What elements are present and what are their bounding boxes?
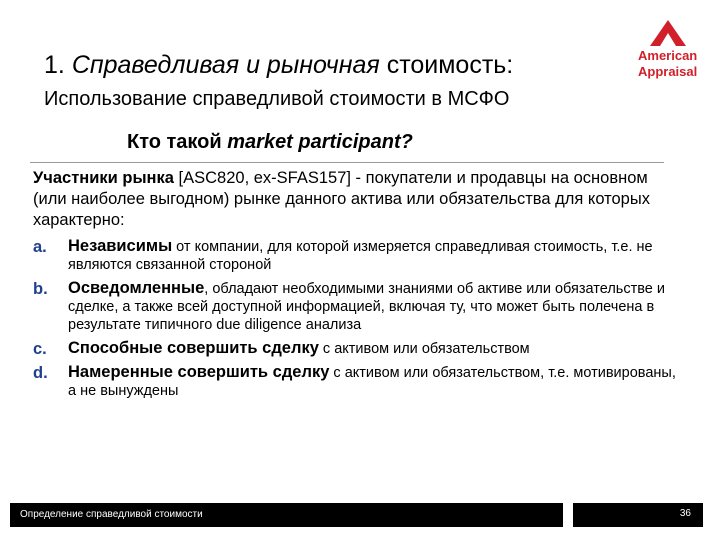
page-number: 36: [679, 508, 691, 519]
question-term: market participant?: [227, 131, 413, 153]
list-text: с активом или обязательством: [318, 341, 530, 357]
logo-word-2: Appraisal: [638, 64, 698, 79]
intro-lead: Участники рынка: [33, 169, 174, 187]
participant-characteristics-list: [33, 237, 683, 405]
list-marker: a.: [33, 238, 47, 256]
title-rest: стоимость:: [386, 51, 514, 79]
logo-word-1: American: [638, 48, 698, 63]
list-marker: d.: [33, 364, 48, 382]
title-number: 1.: [44, 51, 65, 79]
list-item: [33, 237, 683, 274]
list-keyword: Независимы: [68, 237, 173, 255]
list-keyword: Способные совершить сделку: [68, 339, 319, 357]
list-text: , обладают необходимыми знаниями об активе или обязательстве и сделке, а также всей доступной информацией, включая ту, что может быть полечена в результате типичного due diligence анализа: [68, 281, 665, 333]
american-appraisal-logo: [630, 20, 710, 90]
list-keyword: Намеренные совершить сделку: [68, 363, 330, 381]
question-prefix: Кто такой: [127, 131, 222, 153]
intro-text: [ASC820, ex-SFAS157] - покупатели и продавцы на основном (или наиболее выгодном) рынке данного актива или обязательства для которых характерно:: [33, 169, 650, 229]
logo-triangle-icon: [650, 20, 686, 46]
list-text: с активом или обязательством, т.е. мотивированы, а не вынуждены: [68, 365, 676, 399]
list-item: [33, 363, 683, 400]
slide-subtitle: Использование справедливой стоимости в МСФО: [44, 88, 510, 110]
slide-title: [44, 50, 513, 80]
divider: [30, 162, 664, 163]
intro-paragraph: [33, 168, 673, 231]
list-text: от компании, для которой измеряется справедливая стоимость, т.е. не являются связанной стороной: [68, 239, 653, 273]
question-heading: [127, 130, 413, 154]
list-item: [33, 279, 683, 334]
footer-bar: [10, 503, 563, 527]
title-italic: Справедливая и рыночная: [71, 51, 380, 79]
page-number-box: [573, 503, 703, 527]
list-marker: b.: [33, 280, 48, 298]
list-keyword: Осведомленные: [68, 279, 205, 297]
list-marker: c.: [33, 340, 47, 358]
list-item: [33, 339, 683, 358]
footer-text: Определение справедливой стоимости: [20, 509, 203, 520]
